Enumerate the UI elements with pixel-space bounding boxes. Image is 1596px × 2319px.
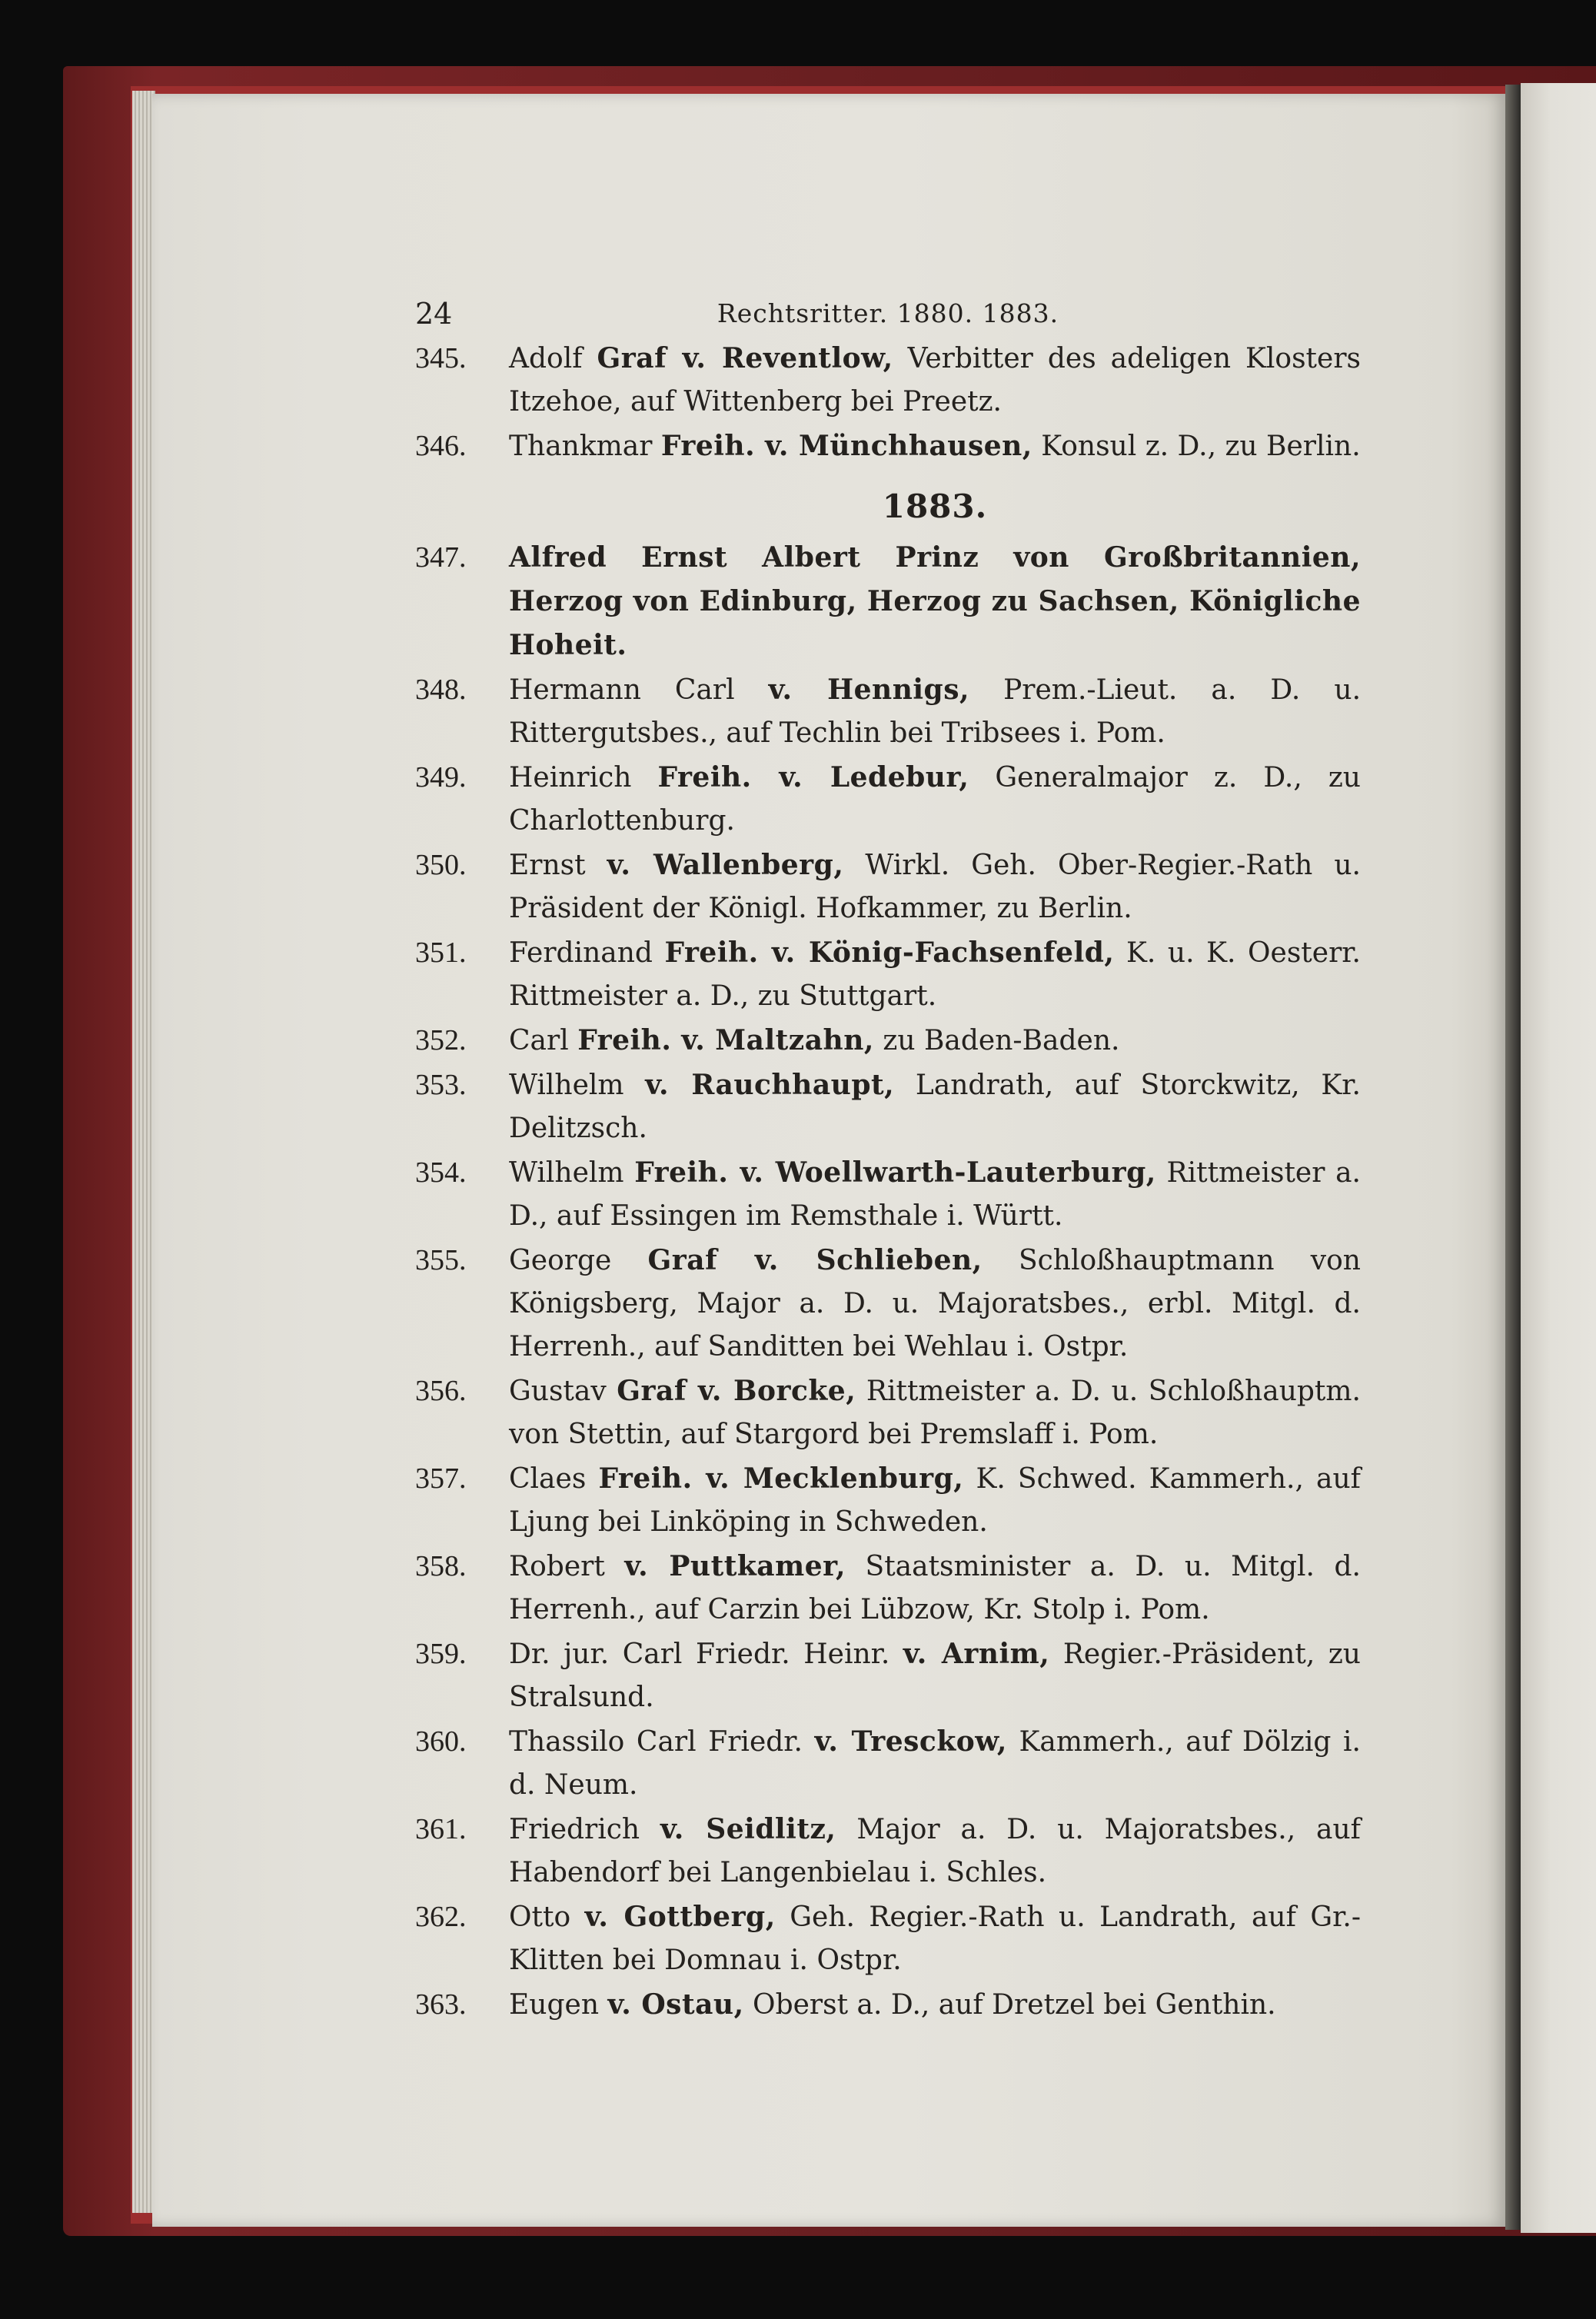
entry-text-part: Gustav: [509, 1376, 617, 1407]
entry-name-bold: Alfred Ernst Albert Prinz von Großbritannien, Herzog von Edinburg, Herzog zu Sachsen, Königliche Hoheit.: [509, 541, 1361, 661]
entry-name-bold: Graf v. Borcke,: [617, 1375, 856, 1407]
entry-number: 347.: [415, 541, 467, 574]
entry-text: [509, 1545, 1361, 1632]
list-entry: [415, 424, 1361, 468]
entry-name-bold: v. Hennigs,: [768, 674, 970, 706]
entry-text-part: Major a. D. u. Majoratsbes., auf Habendorf bei Langenbielau i. Schles.: [509, 1814, 1361, 1888]
entry-text-part: Geh. Regier.-Rath u. Landrath, auf Gr.-Klitten bei Domnau i. Ostpr.: [509, 1901, 1361, 1976]
entry-text-part: zu Baden-Baden.: [873, 1025, 1120, 1056]
entry-text-part: K. u. K. Oesterr. Rittmeister a. D., zu Stuttgart.: [509, 937, 1361, 1012]
list-entry: [415, 1632, 1361, 1719]
entry-text: [509, 1632, 1361, 1719]
entry-text: [509, 1369, 1361, 1456]
entry-name-bold: Graf v. Reventlow,: [597, 342, 893, 374]
entry-number: 349.: [415, 761, 467, 794]
entry-text-part: Heinrich: [509, 762, 658, 794]
entry-text-part: George: [509, 1245, 648, 1276]
list-entry: [415, 1457, 1361, 1544]
entry-text-part: Thassilo Carl Friedr.: [509, 1726, 815, 1758]
entry-text-part: Schloßhauptmann von Königsberg, Major a. D. u. Majoratsbes., erbl. Mitgl. d. Herrenh., auf Sanditten bei Wehlau i. Ostpr.: [509, 1245, 1361, 1362]
entry-name-bold: v. Rauchhaupt,: [645, 1069, 895, 1101]
entry-text: [509, 756, 1361, 843]
entry-text-part: Otto: [509, 1901, 585, 1933]
entry-name-bold: v. Wallenberg,: [607, 849, 844, 881]
entry-text: [509, 1457, 1361, 1544]
list-entry: [415, 756, 1361, 843]
entries-1883: [415, 536, 1361, 2027]
list-entry: [415, 1895, 1361, 1982]
entry-number: 350.: [415, 849, 467, 881]
entry-text-part: Adolf: [509, 343, 597, 374]
entry-number: 357.: [415, 1462, 467, 1495]
entry-name-bold: Freih. v. Mecklenburg,: [598, 1462, 964, 1495]
entries-1880: [415, 337, 1361, 468]
running-header: [415, 291, 1361, 337]
book-gutter: [1505, 85, 1521, 2230]
entry-name-bold: Freih. v. Münchhausen,: [660, 430, 1032, 462]
list-entry: [415, 1063, 1361, 1150]
entry-name-bold: v. Tresckow,: [814, 1725, 1007, 1758]
entry-name-bold: Freih. v. König-Fachsenfeld,: [664, 937, 1115, 969]
entry-text-part: Staatsminister a. D. u. Mitgl. d. Herrenh., auf Carzin bei Lübzow, Kr. Stolp i. Pom.: [509, 1551, 1361, 1625]
list-entry: [415, 1808, 1361, 1895]
year-heading: 1883.: [882, 487, 988, 525]
entry-name-bold: Freih. v. Ledebur,: [657, 761, 969, 794]
entry-text-part: Landrath, auf Storckwitz, Kr. Delitzsch.: [509, 1070, 1361, 1144]
page-content: [415, 291, 1361, 2028]
entry-text-part: Eugen: [509, 1989, 608, 2021]
entry-number: 360.: [415, 1725, 467, 1758]
entry-name-bold: v. Puttkamer,: [624, 1550, 846, 1582]
entry-text: [509, 1720, 1361, 1807]
entry-name-bold: Graf v. Schlieben,: [647, 1244, 983, 1276]
entry-text-part: Carl: [509, 1025, 578, 1056]
list-entry: [415, 536, 1361, 667]
entry-text-part: Friedrich: [509, 1814, 660, 1845]
entry-text: [509, 1239, 1361, 1369]
list-entry: [415, 1983, 1361, 2027]
entry-number: 353.: [415, 1069, 467, 1101]
entry-text-part: Regier.-Präsident, zu Stralsund.: [509, 1639, 1361, 1713]
list-entry: [415, 843, 1361, 930]
running-title: Rechtsritter. 1880. 1883.: [717, 298, 1059, 328]
page-number: 24: [415, 297, 453, 331]
entry-name-bold: v. Arnim,: [903, 1638, 1050, 1670]
entry-text-part: Rittmeister a. D., auf Essingen im Remsthale i. Württ.: [509, 1157, 1362, 1232]
entry-text: [509, 536, 1361, 667]
entry-number: 355.: [415, 1244, 467, 1276]
entry-text: [509, 668, 1361, 755]
entry-name-bold: v. Seidlitz,: [660, 1813, 836, 1845]
list-entry: [415, 1720, 1361, 1807]
list-entry: [415, 337, 1361, 424]
entry-text: [509, 843, 1361, 930]
list-entry: [415, 1369, 1361, 1456]
entry-number: 348.: [415, 674, 467, 706]
list-entry: [415, 931, 1361, 1018]
entry-text: [509, 1151, 1361, 1238]
entry-number: 363.: [415, 1988, 467, 2021]
list-entry: [415, 1019, 1361, 1063]
entry-text-part: Verbitter des adeligen Klosters Itzehoe, auf Wittenberg bei Preetz.: [509, 343, 1361, 418]
entry-text: [509, 1063, 1361, 1150]
entry-text-part: Prem.-Lieut. a. D. u. Rittergutsbes., auf Techlin bei Tribsees i. Pom.: [509, 674, 1362, 749]
entry-text: [509, 1983, 1361, 2027]
entry-number: 359.: [415, 1638, 467, 1670]
entry-text-part: Generalmajor z. D., zu Charlottenburg.: [509, 762, 1361, 837]
entry-number: 351.: [415, 937, 467, 969]
entry-text: [509, 424, 1361, 468]
entry-text-part: Wirkl. Geh. Ober-Regier.-Rath u. Präsident der Königl. Hofkammer, zu Berlin.: [509, 850, 1361, 924]
entry-text: [509, 1808, 1361, 1895]
entry-text: [509, 1895, 1361, 1982]
entry-text-part: Rittmeister a. D. u. Schloßhauptm. von Stettin, auf Stargord bei Premslaff i. Pom.: [509, 1376, 1361, 1450]
entry-text-part: K. Schwed. Kammerh., auf Ljung bei Linköping in Schweden.: [509, 1463, 1362, 1538]
entry-text: [509, 337, 1361, 424]
list-entry: [415, 1239, 1361, 1369]
entry-name-bold: v. Gottberg,: [584, 1901, 776, 1933]
entry-number: 345.: [415, 342, 467, 374]
entry-number: 362.: [415, 1901, 467, 1933]
entry-text-part: Robert: [509, 1551, 625, 1582]
entry-text-part: Hermann Carl: [509, 674, 769, 706]
entry-number: 356.: [415, 1375, 467, 1407]
entry-text-part: Ernst: [509, 850, 607, 881]
list-entry: [415, 668, 1361, 755]
entry-text-part: Konsul z. D., zu Berlin.: [1032, 431, 1361, 462]
entry-name-bold: v. Ostau,: [607, 1988, 744, 2021]
entry-text-part: Claes: [509, 1463, 599, 1495]
entry-number: 358.: [415, 1550, 467, 1582]
entry-text-part: Thankmar: [509, 431, 661, 462]
list-entry: [415, 1545, 1361, 1632]
entry-text: [509, 1019, 1361, 1063]
entry-number: 346.: [415, 430, 467, 462]
entry-name-bold: Freih. v. Maltzahn,: [577, 1024, 874, 1056]
list-entry: [415, 1151, 1361, 1238]
entry-number: 361.: [415, 1813, 467, 1845]
entry-text-part: Wilhelm: [509, 1157, 635, 1189]
entry-number: 352.: [415, 1024, 467, 1056]
facing-page-edge: [1521, 83, 1596, 2233]
entry-text-part: Kammerh., auf Dölzig i. d. Neum.: [509, 1726, 1362, 1801]
entry-text-part: Ferdinand: [509, 937, 665, 969]
entry-text-part: Oberst a. D., auf Dretzel bei Genthin.: [743, 1989, 1276, 2021]
entry-text-part: Wilhelm: [509, 1070, 646, 1101]
entry-text-part: Dr. jur. Carl Friedr. Heinr.: [509, 1639, 903, 1670]
entry-text: [509, 931, 1361, 1018]
entry-name-bold: Freih. v. Woellwarth-Lauterburg,: [634, 1156, 1156, 1189]
entry-number: 354.: [415, 1156, 467, 1189]
